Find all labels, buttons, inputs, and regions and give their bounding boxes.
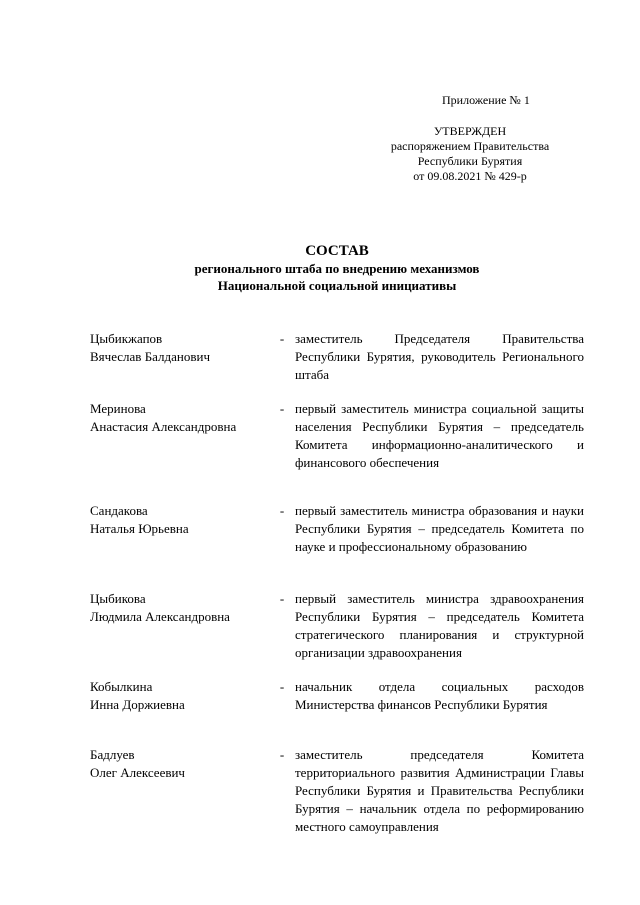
member-surname: Бадлуев: [90, 747, 135, 762]
member-name: [90, 590, 275, 626]
approved-label: УТВЕРЖДЕН: [433, 124, 507, 138]
member-surname: Цыбикова: [90, 591, 146, 606]
member-given-name: Людмила Александровна: [90, 609, 230, 624]
member-surname: Кобылкина: [90, 679, 153, 694]
approval-block: [390, 124, 550, 184]
member-given-name: Вячеслав Балданович: [90, 349, 211, 364]
member-name: [90, 502, 275, 538]
member-given-name: Наталья Юрьевна: [90, 521, 189, 536]
member-surname: Сандакова: [90, 503, 148, 518]
appendix-label: Приложение № 1: [442, 93, 530, 107]
member-separator: -: [279, 591, 285, 606]
member-role: первый заместитель министра образования и науки Республики Бурятия – председатель Комитета по науке и профессиональному образованию: [295, 503, 584, 554]
member-role: первый заместитель министра здравоохранения Республики Бурятия – председатель Комитета стратегического планирования и структурной организации здравоохранения: [295, 591, 584, 660]
member-role: заместитель председателя Комитета территориального развития Администрации Главы Республики Бурятия и Правительства Республики Бурятия – начальник отдела по реформированию местного самоуправления: [295, 747, 584, 834]
title-line-2: регионального штаба по внедрению механизмов: [194, 261, 480, 276]
title-line-3: Национальной социальной инициативы: [217, 278, 457, 293]
member-role: первый заместитель министра социальной защиты населения Республики Бурятия – председатель Комитета информационно-аналитического и финансового обеспечения: [295, 401, 584, 470]
member-separator: -: [279, 747, 285, 762]
member-separator: -: [279, 401, 285, 416]
approved-by-line-2: Республики Бурятия: [417, 154, 523, 168]
order-date-number: от 09.08.2021 № 429-р: [413, 169, 527, 183]
member-surname: Меринова: [90, 401, 146, 416]
member-given-name: Инна Доржиевна: [90, 697, 185, 712]
member-separator: -: [279, 331, 285, 346]
member-separator: -: [279, 503, 285, 518]
member-separator: -: [279, 679, 285, 694]
member-surname: Цыбикжапов: [90, 331, 163, 346]
member-given-name: Анастасия Александровна: [90, 419, 237, 434]
member-name: [90, 746, 275, 782]
approved-by-line-1: распоряжением Правительства: [390, 139, 550, 153]
member-given-name: Олег Алексеевич: [90, 765, 185, 780]
document-title: [90, 242, 584, 294]
title-main: СОСТАВ: [305, 243, 369, 259]
member-name: [90, 330, 275, 366]
member-role: заместитель Председателя Правительства Республики Бурятия, руководитель Регионального штаба: [295, 331, 584, 382]
member-role: начальник отдела социальных расходов Министерства финансов Республики Бурятия: [295, 679, 584, 712]
member-name: [90, 678, 275, 714]
member-name: [90, 400, 275, 436]
